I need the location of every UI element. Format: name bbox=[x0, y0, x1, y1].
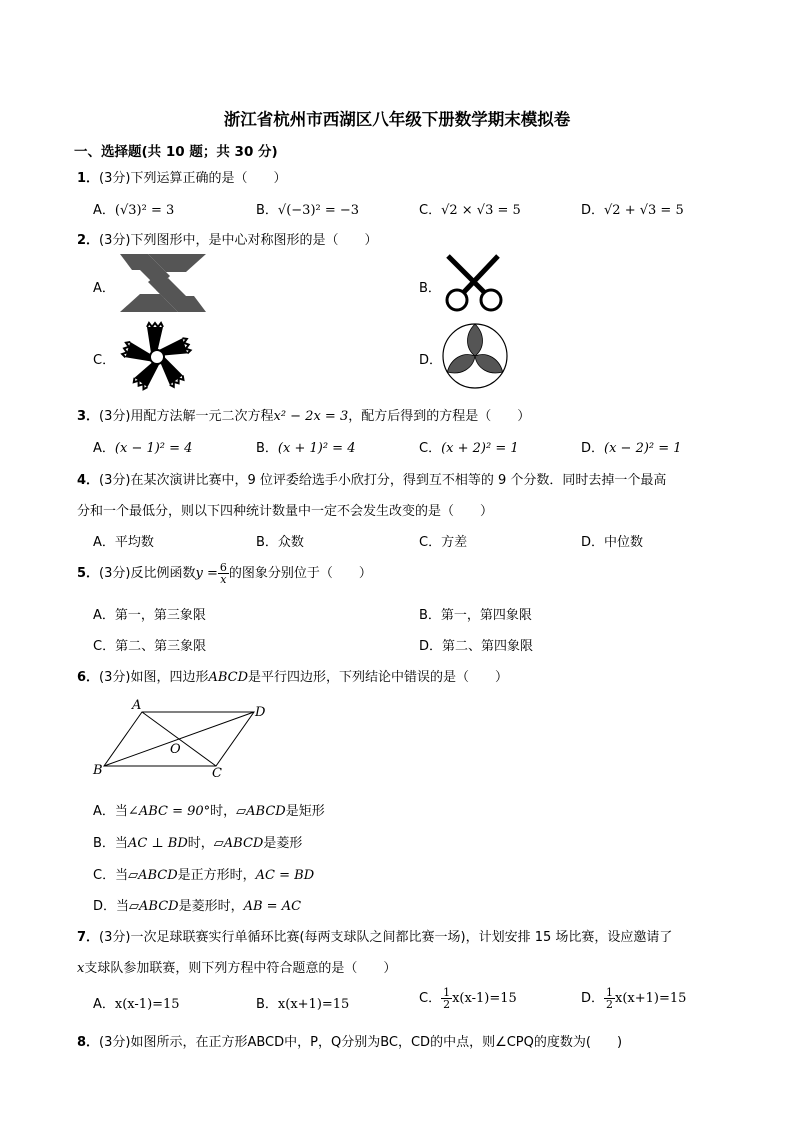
q7-option-b: B．x(x+1)=15 bbox=[256, 997, 350, 1012]
label-a: A bbox=[132, 698, 142, 713]
q1-option-d: D．√2 + √3 = 5 bbox=[581, 203, 684, 218]
q2-figure-b-scissors bbox=[440, 252, 510, 314]
q6-option-c: C．当▱ABCD是正方形时，AC = BD bbox=[93, 868, 315, 883]
label-b: B bbox=[93, 763, 103, 778]
q5-fraction: $\frac{6}{x}$ bbox=[219, 561, 227, 586]
q7-option-c: C． $\frac{1}{2}$ x(x-1)=15 bbox=[419, 986, 517, 1011]
q6-option-a: A．当∠ABC = 90°时，▱ABCD是矩形 bbox=[93, 804, 325, 819]
q6-option-d: D．当▱ABCD是菱形时，AB = AC bbox=[93, 899, 302, 914]
q2-option-a: A． bbox=[93, 281, 115, 296]
q2-figure-d-circle-petals bbox=[440, 321, 510, 391]
question-5: 5．(3分)反比例函数y = $\frac{6}{x}$ 的图象分别位于（ ） bbox=[77, 561, 372, 586]
q1-option-a: A．(√3)² = 3 bbox=[93, 203, 175, 218]
section-heading: 一、选择题(共 10 题；共 30 分) bbox=[74, 144, 278, 160]
q2-option-d: D． bbox=[419, 353, 443, 368]
question-4-line2: 分和一个最低分，则以下四种统计数量中一定不会发生改变的是（ ） bbox=[77, 504, 494, 519]
q4-option-a: A．平均数 bbox=[93, 535, 154, 550]
q5-option-c: C．第二、第三象限 bbox=[93, 639, 207, 654]
question-6: 6．(3分)如图，四边形ABCD是平行四边形，下列结论中错误的是（ ） bbox=[77, 670, 509, 685]
q6-parallelogram-figure bbox=[90, 696, 280, 782]
q2-figure-c-pinwheel bbox=[118, 321, 196, 393]
q4-option-c: C．方差 bbox=[419, 535, 468, 550]
q7-option-d: D． $\frac{1}{2}$ x(x+1)=15 bbox=[581, 986, 687, 1011]
question-2: 2．(3分)下列图形中，是中心对称图形的是（ ） bbox=[77, 233, 378, 248]
question-7-line2: x支球队参加联赛，则下列方程中符合题意的是（ ） bbox=[77, 961, 397, 976]
q5-option-b: B．第一，第四象限 bbox=[419, 608, 532, 623]
q4-option-d: D．中位数 bbox=[581, 535, 644, 550]
q2-option-c: C． bbox=[93, 353, 116, 368]
question-7: 7．(3分)一次足球联赛实行单循环比赛(每两支球队之间都比赛一场)，计划安排 15 场比赛，设应邀请了 bbox=[77, 930, 673, 945]
question-4: 4．(3分)在某次演讲比赛中，9 位评委给选手小欣打分，得到互不相等的 9 个分数．同时去掉一个最高 bbox=[77, 473, 667, 488]
q2-figure-a-zigzag bbox=[118, 252, 208, 314]
page-title: 浙江省杭州市西湖区八年级下册数学期末模拟卷 bbox=[223, 110, 571, 129]
label-c: C bbox=[212, 766, 222, 781]
q1-option-b: B．√(−3)² = −3 bbox=[256, 203, 360, 218]
q7-option-a: A．x(x-1)=15 bbox=[93, 997, 180, 1012]
question-1: 1．(3分)下列运算正确的是（ ） bbox=[77, 171, 287, 186]
question-3: 3．(3分)用配方法解一元二次方程x² − 2x = 3，配方后得到的方程是（ ） bbox=[77, 409, 531, 424]
q3-option-d: D．(x − 2)² = 1 bbox=[581, 441, 682, 456]
q3-option-a: A．(x − 1)² = 4 bbox=[93, 441, 193, 456]
q6-option-b: B．当AC ⊥ BD时，▱ABCD是菱形 bbox=[93, 836, 303, 851]
q5-option-d: D．第二、第四象限 bbox=[419, 639, 534, 654]
q5-option-a: A．第一，第三象限 bbox=[93, 608, 206, 623]
label-o: O bbox=[170, 742, 181, 757]
q4-option-b: B．众数 bbox=[256, 535, 304, 550]
q1-option-c: C．√2 × √3 = 5 bbox=[419, 203, 521, 218]
q3-option-b: B．(x + 1)² = 4 bbox=[256, 441, 356, 456]
q2-option-b: B． bbox=[419, 281, 441, 296]
label-d: D bbox=[255, 705, 266, 720]
q3-option-c: C．(x + 2)² = 1 bbox=[419, 441, 519, 456]
question-8: 8．(3分)如图所示，在正方形ABCD中，P，Q分别为BC，CD的中点，则∠CPQ的度数为( ) bbox=[77, 1035, 623, 1050]
